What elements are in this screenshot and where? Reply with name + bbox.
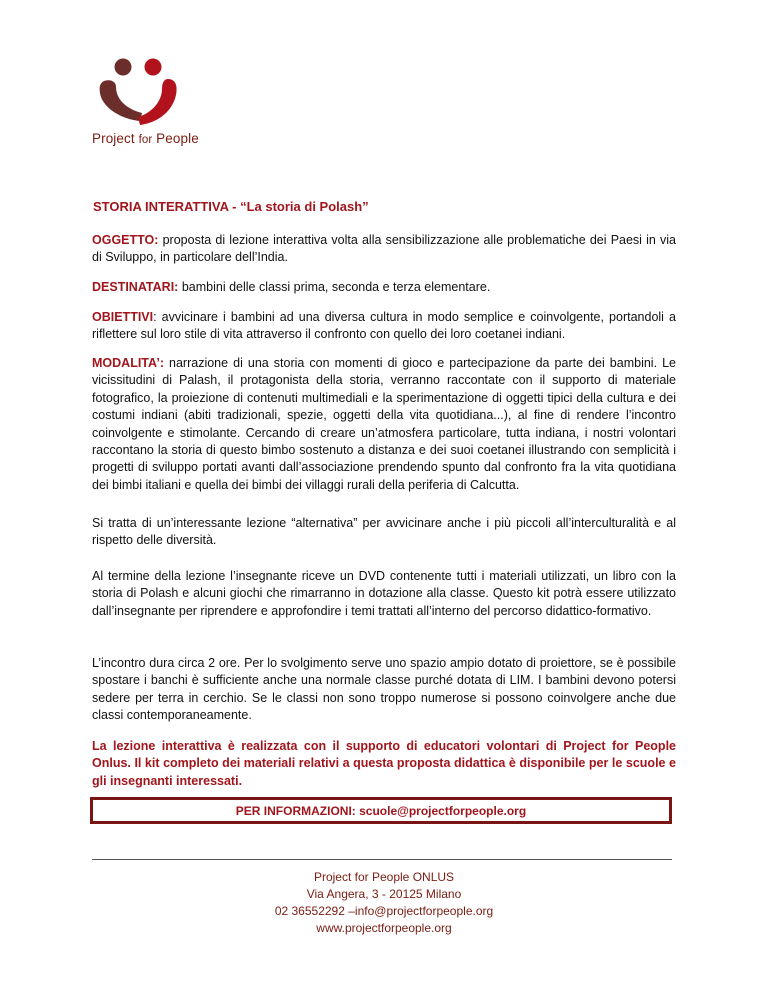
footer-divider <box>92 859 672 860</box>
paragraph-intercultura: Si tratta di un’interessante lezione “alternativa” per avvicinare anche i più piccoli all’interculturalità e al rispetto delle diversità. <box>92 516 676 548</box>
footer-website: www.projectforpeople.org <box>316 921 452 935</box>
footer-org: Project for People ONLUS <box>313 870 455 884</box>
footer <box>92 869 676 937</box>
section-label: OGGETTO: <box>92 233 159 247</box>
section-label: MODALITA’: <box>92 356 164 370</box>
logo-text-project: Project <box>92 131 135 146</box>
section-oggetto <box>92 232 676 267</box>
section-modalita <box>92 355 676 494</box>
page-title: STORIA INTERATTIVA - “La storia di Polash” <box>93 199 369 214</box>
section-text: proposta di lezione interattiva volta alla sensibilizzazione alle problematiche dei Paesi in via di Sviluppo, in particolare dell’India. <box>92 233 676 265</box>
section-text: bambini delle classi prima, seconda e terza elementare. <box>178 280 491 294</box>
paragraph-kit: Al termine della lezione l’insegnante riceve un DVD contenente tutti i materiali utilizzati, un libro con la storia di Polash e alcuni giochi che rimarranno in dotazione alla classe. Questo kit potrà essere utilizzato dall’insegnante per riprendere e approfondire i temi trattati all’interno del percorso didattico-formativo. <box>92 569 676 618</box>
logo-left-body <box>100 80 142 121</box>
section-label: OBIETTIVI <box>92 310 154 324</box>
logo-text <box>92 131 199 146</box>
footer-contact: 02 36552292 –info@projectforpeople.org <box>274 904 494 918</box>
section-destinatari <box>92 279 676 296</box>
logo-left-head <box>115 59 132 76</box>
section-text: : avvicinare i bambini ad una diversa cultura in modo semplice e coinvolgente, portandoli a riflettere sul loro stile di vita attraverso il confronto con quello dei loro coetanei indiani. <box>92 310 676 342</box>
section-label: DESTINATARI: <box>92 280 179 294</box>
highlight-note: La lezione interattiva è realizzata con il supporto di educatori volontari di Project for People Onlus. Il kit completo dei materiali relativi a questa proposta didattica è disponibile per le scuole e gli insegnanti interessati. <box>92 739 676 788</box>
logo-right-head <box>145 59 162 76</box>
section-obiettivi <box>92 309 676 344</box>
logo-text-people: People <box>156 131 199 146</box>
logo-text-for: for <box>138 134 153 146</box>
footer-address: Via Angera, 3 - 20125 Milano <box>306 887 462 901</box>
info-box: PER INFORMAZIONI: scuole@projectforpeople.org <box>90 797 672 824</box>
section-text: narrazione di una storia con momenti di gioco e partecipazione da parte dei bambini. Le vicissitudini di Palash, il protagonista della storia, verranno raccontate con il supporto di materiale fotografico, la proiezione di contenuti multimediali e la sperimentazione di oggetti tipici della cultura e dei costumi indiani (abiti tradizionali, spezie, oggetti della vita quotidiana...), al fine di rendere l’incontro coinvolgente e stimolante. Cercando di creare un’atmosfera particolare, tutta indiana, i nostri volontari raccontano la storia di questo bimbo sostenuto a distanza e dei suoi coetanei illustrando con semplicità i progetti di sviluppo portati avanti dall’associazione prendendo spunto dal confronto fra la vita quotidiana dei bimbi italiani e quella dei bimbi dei villaggi rurali della periferia di Calcutta. <box>92 356 676 492</box>
paragraph-incontro: L’incontro dura circa 2 ore. Per lo svolgimento serve uno spazio ampio dotato di proiettore, se è possibile spostare i banchi è sufficiente anche una normale classe purché dotata di LIM. I bambini devono potersi sedere per terra in cerchio. Se le classi non sono troppo numerose si possono coinvolgere anche due classi contemporaneamente. <box>92 656 676 723</box>
logo-right-body <box>138 79 177 125</box>
